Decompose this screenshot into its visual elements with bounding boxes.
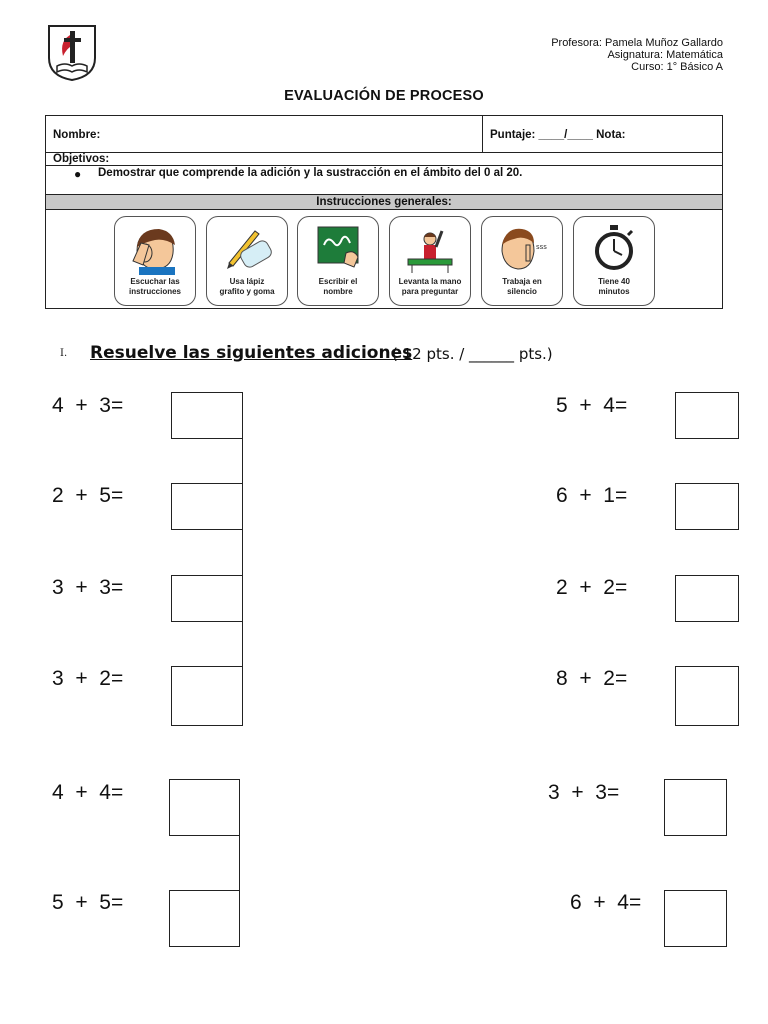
exercise-equation: 4 + 3=: [52, 394, 124, 417]
svg-text:sss: sss: [536, 243, 547, 251]
section-number: I.: [60, 348, 68, 359]
listening-ear-icon: [123, 223, 187, 275]
instruction-card-pencil: [206, 216, 288, 306]
answer-box[interactable]: [169, 779, 240, 836]
instructions-header: Instrucciones generales:: [46, 194, 722, 210]
answer-box[interactable]: [171, 575, 243, 622]
divider: [46, 165, 722, 166]
raise-hand-icon: [398, 223, 462, 275]
card-caption: minutos: [598, 287, 630, 296]
answer-box[interactable]: [675, 666, 739, 726]
card-caption: Tiene 40: [598, 277, 630, 286]
subject-name: Asignatura: Matemática: [607, 49, 723, 61]
teacher-info: [551, 37, 723, 73]
section-title: Resuelve las siguientes adiciones: [90, 343, 413, 363]
section-points: ( 12 pts. / ______ pts.): [392, 345, 553, 363]
bullet: ●: [74, 167, 82, 181]
page-title: EVALUACIÓN DE PROCESO: [284, 88, 484, 104]
objective-text: Demostrar que comprende la adición y la sustracción en el ámbito del 0 al 20.: [98, 167, 523, 179]
exercise-equation: 6 + 1=: [556, 484, 628, 507]
score-label: Puntaje: ____/____ Nota:: [490, 129, 626, 141]
answer-box[interactable]: [664, 779, 727, 836]
exercise-equation: 2 + 2=: [556, 576, 628, 599]
stopwatch-icon: [582, 223, 646, 275]
exercise-equation: 3 + 3=: [52, 576, 124, 599]
pencil-eraser-icon: [215, 223, 279, 275]
answer-box[interactable]: [675, 392, 739, 439]
exercise-equation: 3 + 2=: [52, 667, 124, 690]
school-crest-icon: [45, 22, 99, 82]
card-caption: Trabaja en: [502, 277, 542, 286]
exercise-equation: 5 + 4=: [556, 394, 628, 417]
card-caption: silencio: [507, 287, 537, 296]
answer-box[interactable]: [675, 575, 739, 622]
silence-icon: [490, 223, 554, 275]
exercise-equation: 6 + 4=: [570, 891, 642, 914]
exercise-equation: 3 + 3=: [548, 781, 620, 804]
instruction-card-time: [573, 216, 655, 306]
answer-box[interactable]: [171, 483, 243, 530]
answer-box[interactable]: [171, 666, 243, 726]
cell-divider: [482, 116, 483, 152]
answer-box[interactable]: [675, 483, 739, 530]
answer-box[interactable]: [664, 890, 727, 947]
objectives-label: Objetivos:: [53, 153, 110, 165]
answer-box[interactable]: [169, 890, 240, 947]
connector-line: [242, 530, 243, 575]
instruction-card-silence: [481, 216, 563, 306]
card-caption: Escribir el: [318, 277, 358, 286]
student-info-table: [45, 115, 723, 309]
writing-board-icon: [306, 223, 370, 275]
card-caption: para preguntar: [401, 287, 459, 296]
teacher-name: Profesora: Pamela Muñoz Gallardo: [551, 37, 723, 49]
connector-line: [242, 622, 243, 666]
card-caption: instrucciones: [128, 287, 181, 296]
card-caption: grafito y goma: [219, 287, 275, 296]
answer-box[interactable]: [171, 392, 243, 439]
exercise-equation: 8 + 2=: [556, 667, 628, 690]
course-name: Curso: 1° Básico A: [631, 61, 723, 73]
exercise-equation: 5 + 5=: [52, 891, 124, 914]
exercise-equation: 4 + 4=: [52, 781, 124, 804]
connector-line: [239, 836, 240, 890]
card-caption: Escuchar las: [130, 277, 180, 286]
connector-line: [242, 439, 243, 483]
exercise-equation: 2 + 5=: [52, 484, 124, 507]
name-label: Nombre:: [53, 129, 101, 141]
card-caption: Usa lápiz: [229, 277, 265, 286]
instruction-card-listen: [114, 216, 196, 306]
card-caption: Levanta la mano: [398, 277, 462, 286]
instruction-card-write: [297, 216, 379, 306]
instruction-card-raise-hand: [389, 216, 471, 306]
card-caption: nombre: [323, 287, 353, 296]
